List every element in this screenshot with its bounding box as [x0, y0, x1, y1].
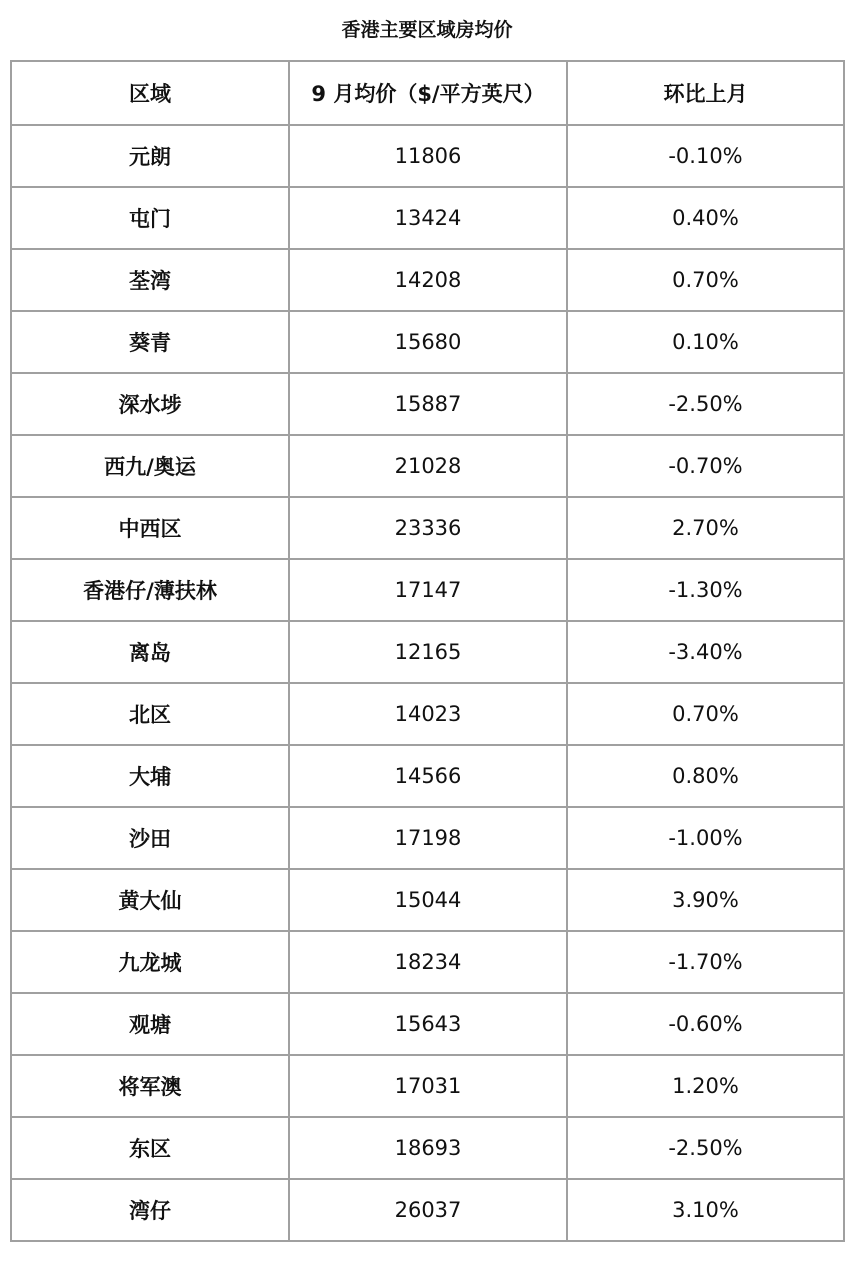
price-cell: 17147	[289, 559, 567, 621]
price-cell: 17198	[289, 807, 567, 869]
region-cell: 葵青	[11, 311, 289, 373]
table-row	[11, 869, 844, 931]
table-row	[11, 745, 844, 807]
price-cell: 14566	[289, 745, 567, 807]
price-cell: 11806	[289, 125, 567, 187]
mom-change-cell: -1.00%	[567, 807, 844, 869]
region-cell: 屯门	[11, 187, 289, 249]
price-cell: 15643	[289, 993, 567, 1055]
page-title: 香港主要区域房均价	[341, 19, 513, 41]
price-cell: 23336	[289, 497, 567, 559]
table-row	[11, 497, 844, 559]
price-cell: 21028	[289, 435, 567, 497]
header-region: 区域	[11, 61, 289, 125]
price-cell: 14023	[289, 683, 567, 745]
region-cell: 荃湾	[11, 249, 289, 311]
price-cell: 17031	[289, 1055, 567, 1117]
mom-change-cell: -1.30%	[567, 559, 844, 621]
region-cell: 大埔	[11, 745, 289, 807]
table-body	[11, 125, 844, 1241]
mom-change-cell: -3.40%	[567, 621, 844, 683]
price-cell: 15887	[289, 373, 567, 435]
price-cell: 18693	[289, 1117, 567, 1179]
price-cell: 15044	[289, 869, 567, 931]
table-row	[11, 621, 844, 683]
table-row	[11, 559, 844, 621]
mom-change-cell: 0.10%	[567, 311, 844, 373]
region-cell: 沙田	[11, 807, 289, 869]
region-cell: 观塘	[11, 993, 289, 1055]
region-cell: 东区	[11, 1117, 289, 1179]
mom-change-cell: 3.90%	[567, 869, 844, 931]
mom-change-cell: -0.60%	[567, 993, 844, 1055]
table-row	[11, 187, 844, 249]
region-cell: 湾仔	[11, 1179, 289, 1241]
region-cell: 深水埗	[11, 373, 289, 435]
region-cell: 黄大仙	[11, 869, 289, 931]
price-cell: 13424	[289, 187, 567, 249]
table-row	[11, 993, 844, 1055]
mom-change-cell: 1.20%	[567, 1055, 844, 1117]
price-cell: 26037	[289, 1179, 567, 1241]
region-cell: 离岛	[11, 621, 289, 683]
region-cell: 西九/奥运	[11, 435, 289, 497]
mom-change-cell: -0.70%	[567, 435, 844, 497]
mom-change-cell: -2.50%	[567, 373, 844, 435]
region-cell: 元朗	[11, 125, 289, 187]
header-mom-change: 环比上月	[567, 61, 844, 125]
region-cell: 将军澳	[11, 1055, 289, 1117]
price-cell: 18234	[289, 931, 567, 993]
region-cell: 中西区	[11, 497, 289, 559]
table-row	[11, 373, 844, 435]
table-row	[11, 1117, 844, 1179]
table-row	[11, 1055, 844, 1117]
table-row	[11, 1179, 844, 1241]
region-cell: 九龙城	[11, 931, 289, 993]
mom-change-cell: 0.70%	[567, 683, 844, 745]
region-cell: 北区	[11, 683, 289, 745]
table-row	[11, 311, 844, 373]
mom-change-cell: 0.80%	[567, 745, 844, 807]
mom-change-cell: 3.10%	[567, 1179, 844, 1241]
table-row	[11, 249, 844, 311]
table-row	[11, 931, 844, 993]
price-table	[10, 60, 845, 1242]
mom-change-cell: -2.50%	[567, 1117, 844, 1179]
header-price: 9 月均价（$/平方英尺）	[289, 61, 567, 125]
table-header-row	[11, 61, 844, 125]
mom-change-cell: 2.70%	[567, 497, 844, 559]
price-cell: 12165	[289, 621, 567, 683]
price-cell: 14208	[289, 249, 567, 311]
table-row	[11, 125, 844, 187]
mom-change-cell: -0.10%	[567, 125, 844, 187]
price-cell: 15680	[289, 311, 567, 373]
table-row	[11, 683, 844, 745]
mom-change-cell: 0.40%	[567, 187, 844, 249]
table-row	[11, 807, 844, 869]
table-row	[11, 435, 844, 497]
region-cell: 香港仔/薄扶林	[11, 559, 289, 621]
mom-change-cell: 0.70%	[567, 249, 844, 311]
mom-change-cell: -1.70%	[567, 931, 844, 993]
